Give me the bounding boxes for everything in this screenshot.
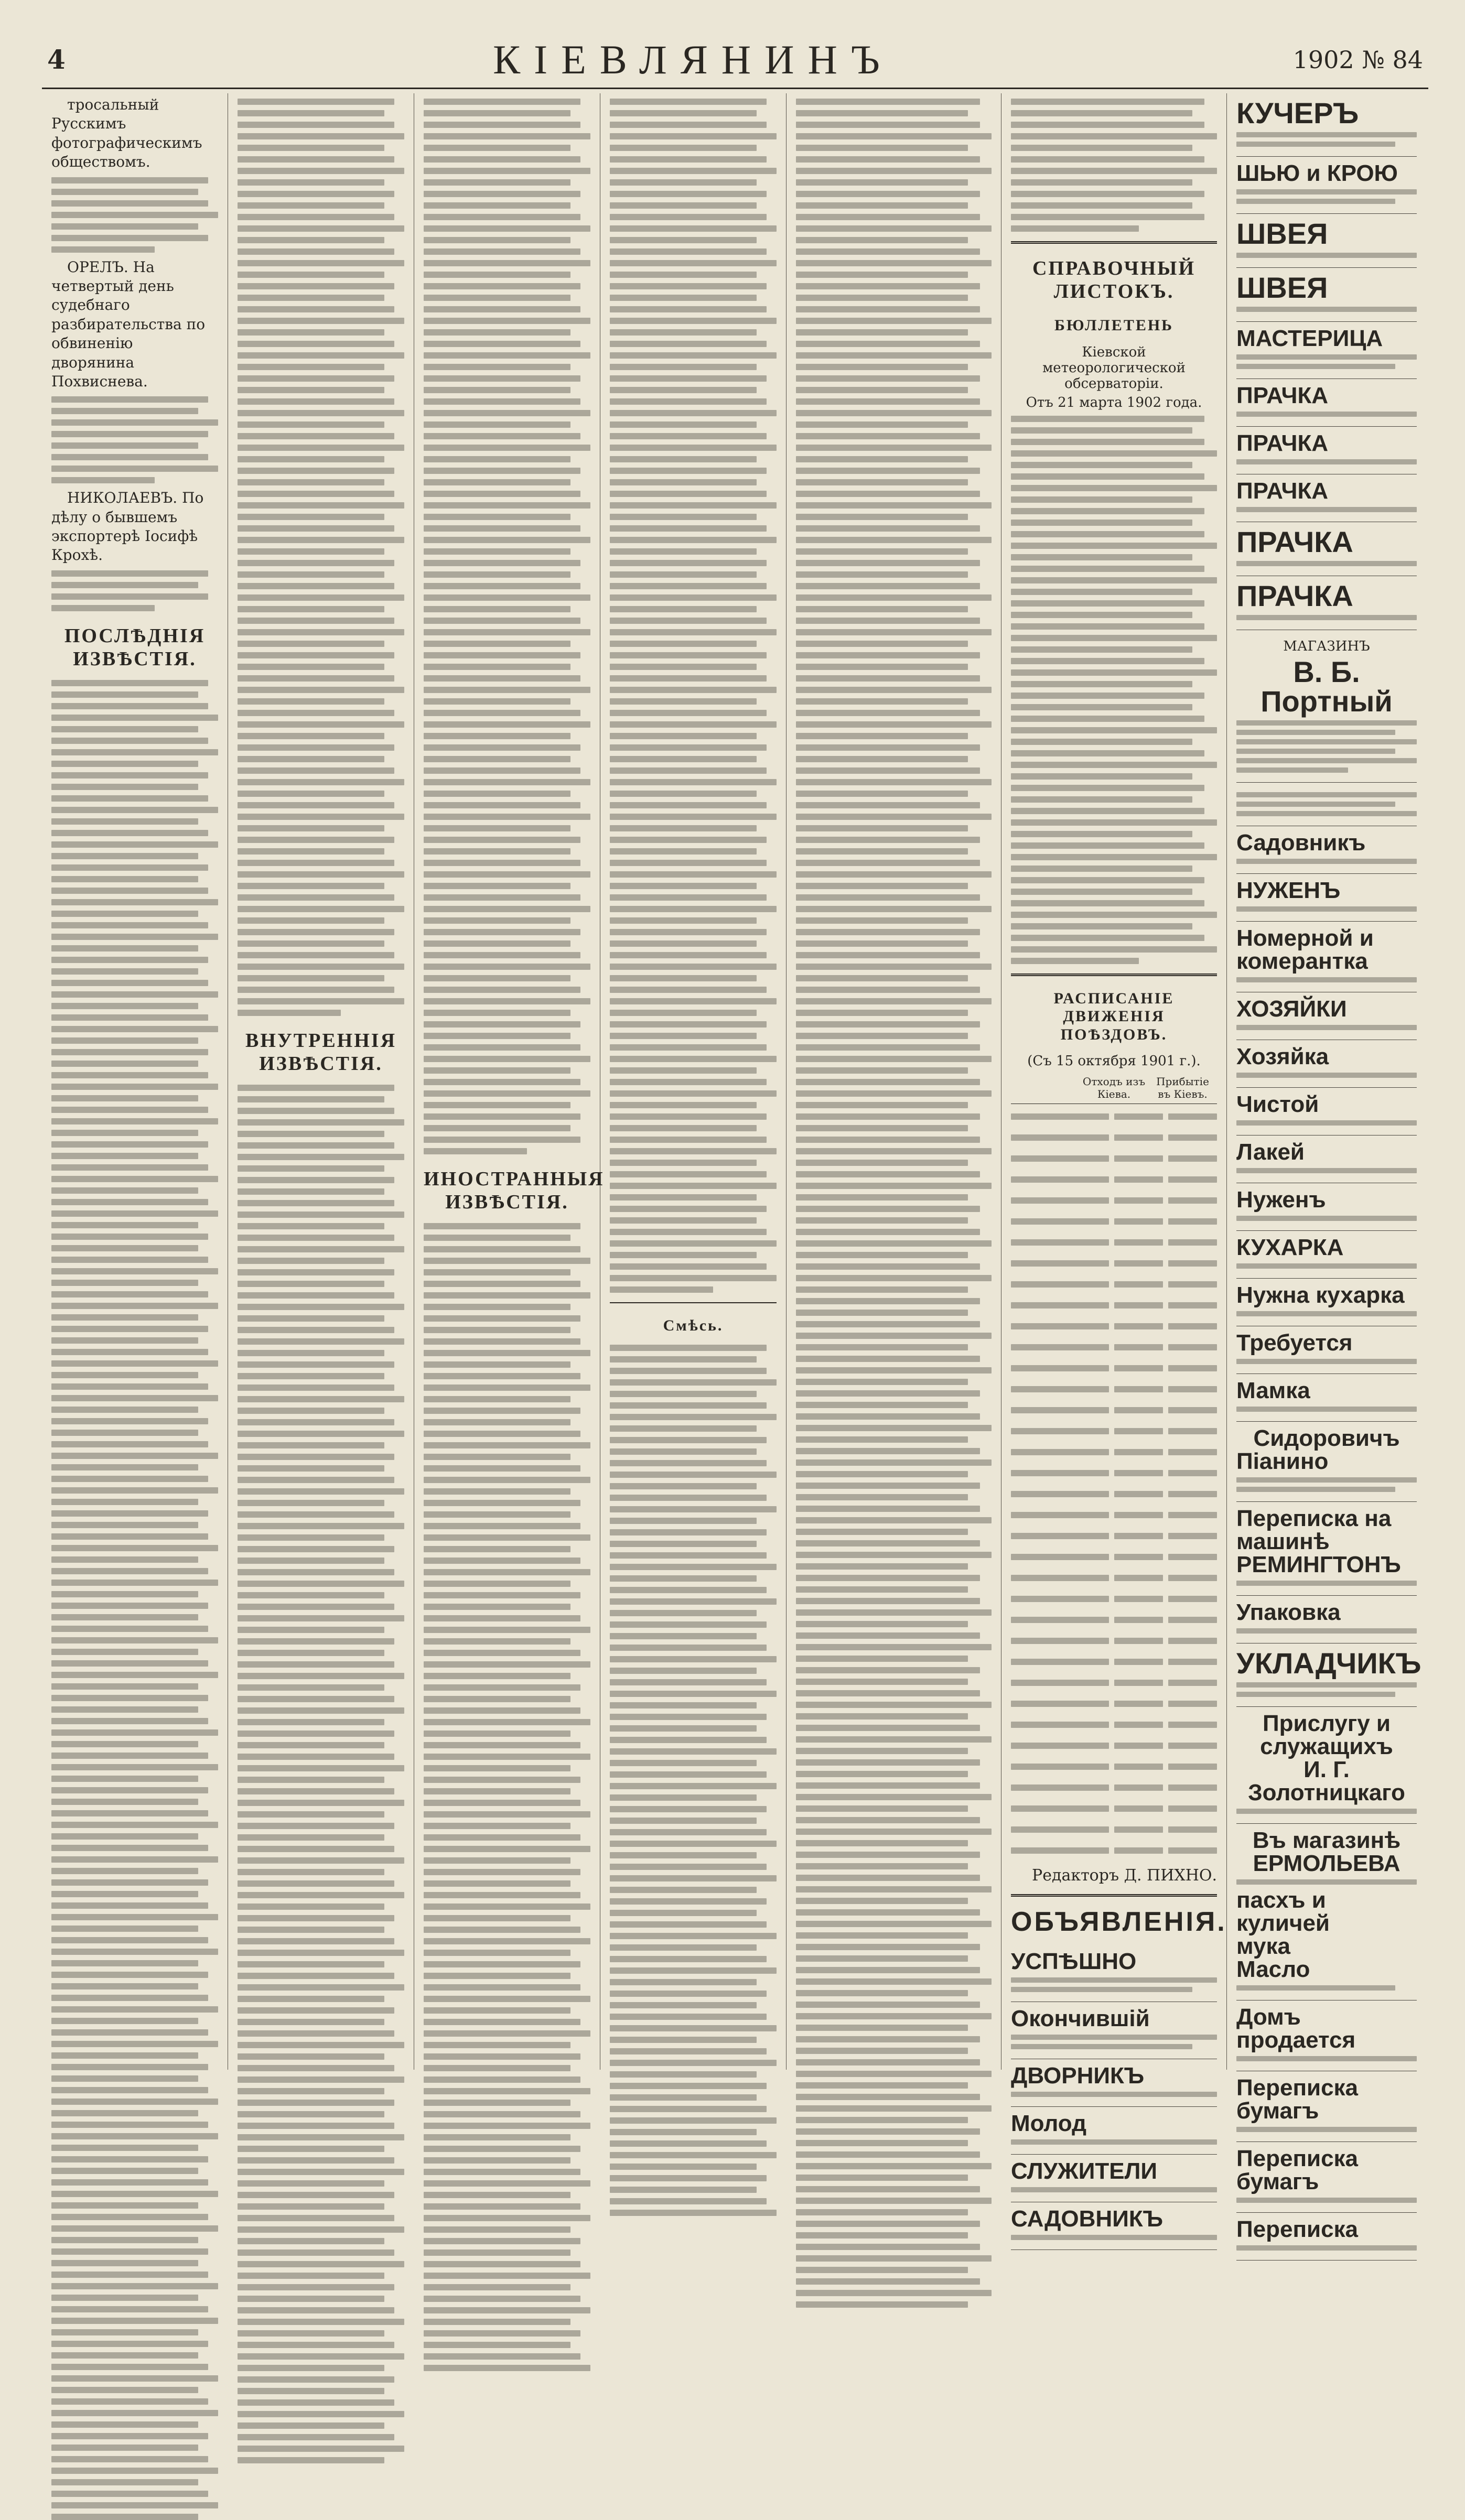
ad-block xyxy=(1236,783,1417,826)
ad-block xyxy=(1011,2202,1217,2250)
ad-block xyxy=(1236,379,1417,427)
ad-headline: ШВЕЯ xyxy=(1236,217,1328,250)
ad-block xyxy=(1236,2071,1417,2142)
column-7-ads xyxy=(1227,93,1426,2242)
ad-block xyxy=(1236,1326,1417,1374)
article-body xyxy=(51,177,218,253)
schedule-col-arrival: Прибытіе въ Кіевъ. xyxy=(1156,1075,1209,1101)
ad-headline: Въ магазинѣ ЕРМОЛЬЕВА xyxy=(1252,1827,1401,1876)
ad-headline: Лакей xyxy=(1236,1139,1305,1165)
ad-block xyxy=(1011,2107,1217,2155)
ad-headline: Сидоровичъ xyxy=(1253,1425,1400,1451)
ad-block xyxy=(1236,474,1417,522)
article-body xyxy=(51,570,218,611)
ad-headline: Требуется xyxy=(1236,1330,1353,1356)
table-row xyxy=(1011,1611,1217,1628)
table-row xyxy=(1011,1737,1217,1754)
section-heading-domestic: ВНУТРЕННІЯ ИЗВѢСТІЯ. xyxy=(245,1030,397,1075)
ad-block xyxy=(1236,1135,1417,1183)
ad-block xyxy=(1236,630,1417,783)
article-lead: ОРЕЛЪ. На четвертый день судебнаго разбирательства по обвиненію дворянина Похвиснева. xyxy=(51,258,206,390)
table-row xyxy=(1011,1632,1217,1649)
column-3 xyxy=(414,93,605,2070)
ad-headline: Нужна кухарка xyxy=(1236,1282,1405,1308)
ad-block xyxy=(1011,1945,1217,2002)
ad-block xyxy=(1236,1707,1417,1824)
table-row xyxy=(1011,1800,1217,1817)
table-row xyxy=(1011,1318,1217,1335)
ad-headline: Садовникъ xyxy=(1236,830,1366,856)
table-row xyxy=(1011,1842,1217,1859)
article-body xyxy=(796,99,992,2308)
ad-block xyxy=(1236,1040,1417,1088)
table-row xyxy=(1011,1591,1217,1607)
ad-headline: ПРАЧКА xyxy=(1236,430,1329,456)
article-body xyxy=(610,1345,777,2216)
table-row xyxy=(1011,1465,1217,1481)
ad-headline: Переписка xyxy=(1236,2216,1359,2242)
ad-headline: Чистой xyxy=(1236,1091,1319,1117)
article-body xyxy=(610,99,777,1293)
ad-headline: ПРАЧКА xyxy=(1236,579,1353,612)
article-lead: НИКОЛАЕВЪ. По дѣлу о бывшемъ экспортерѣ Іосифѣ Крохѣ. xyxy=(51,489,204,564)
ad-block xyxy=(1236,1596,1417,1643)
ad-block xyxy=(1236,992,1417,1040)
ad-block xyxy=(1236,1231,1417,1279)
rule xyxy=(1011,241,1217,244)
article-lead: тросальный Русскимъ фотографическимъ обществомъ. xyxy=(51,96,202,171)
table-row xyxy=(1011,1821,1217,1838)
ad-headline: ПРАЧКА xyxy=(1236,478,1329,504)
ad-headline: Прислугу и служащихъ xyxy=(1260,1711,1393,1759)
ad-headline: Мамка xyxy=(1236,1378,1310,1403)
ad-headline: ШЬЮ и КРОЮ xyxy=(1236,160,1398,186)
ad-block xyxy=(1236,2213,1417,2261)
ad-headline: Масло xyxy=(1236,1956,1310,1982)
ad-headline: Хозяйка xyxy=(1236,1044,1329,1069)
page-number: 4 xyxy=(47,44,66,75)
schedule-col-route xyxy=(1011,1075,1080,1100)
ad-headline: пасхъ и куличей xyxy=(1236,1887,1330,1936)
table-row xyxy=(1011,1360,1217,1377)
ad-block xyxy=(1236,1824,1417,2000)
masthead xyxy=(42,31,1428,89)
ad-headline: НУЖЕНЪ xyxy=(1236,878,1341,903)
ad-block xyxy=(1011,2059,1217,2107)
ad-headline: И. Г. Золотницкаго xyxy=(1248,1757,1405,1805)
ad-headline: УКЛАДЧИКЪ xyxy=(1236,1647,1421,1680)
ad-block xyxy=(1011,2002,1217,2059)
ad-headline: ШВЕЯ xyxy=(1236,271,1328,304)
ad-block xyxy=(1236,576,1417,630)
ad-headline: МАСТЕРИЦА xyxy=(1236,326,1383,351)
ad-block xyxy=(1236,1502,1417,1596)
ad-block xyxy=(1236,1088,1417,1135)
ad-block xyxy=(1236,427,1417,474)
table-row xyxy=(1011,1150,1217,1167)
ad-block xyxy=(1236,1279,1417,1326)
column-2 xyxy=(228,93,414,2070)
article-body xyxy=(51,680,218,2520)
ad-headline: мука xyxy=(1236,1933,1290,1959)
ad-headline: ПРАЧКА xyxy=(1236,383,1329,408)
article-body xyxy=(424,99,590,1154)
ad-headline: САДОВНИКЪ xyxy=(1011,2206,1163,2232)
schedule-table xyxy=(1011,1108,1217,1859)
ad-block xyxy=(1236,2000,1417,2071)
ad-shop-label: МАГАЗИНЪ xyxy=(1283,639,1370,654)
column-4 xyxy=(600,93,787,2070)
table-row xyxy=(1011,1339,1217,1356)
section-heading-foreign: ИНОСТРАННЫЯ ИЗВѢСТІЯ. xyxy=(424,1168,605,1213)
table-row xyxy=(1011,1653,1217,1670)
table-row xyxy=(1011,1695,1217,1712)
column-1 xyxy=(42,93,228,2070)
article-body xyxy=(424,1223,590,2371)
table-row xyxy=(1011,1255,1217,1272)
ad-headline: Окончившій xyxy=(1011,2006,1150,2032)
article-body xyxy=(238,1085,404,2463)
ad-headline: Домъ продается xyxy=(1236,2004,1356,2053)
article-body xyxy=(1011,99,1217,232)
observatory-name: Кіевской метеорологической обсерваторіи. xyxy=(1042,344,1186,392)
ad-block xyxy=(1236,874,1417,922)
section-heading-latest: ПОСЛѢДНІЯ ИЗВѢСТІЯ. xyxy=(64,624,206,670)
ad-headline: Переписка бумагъ xyxy=(1236,2146,1359,2194)
table-row xyxy=(1011,1758,1217,1775)
ad-headline: ХОЗЯЙКИ xyxy=(1236,996,1347,1022)
table-row xyxy=(1011,1171,1217,1188)
table-row xyxy=(1011,1297,1217,1314)
ad-block xyxy=(1236,268,1417,322)
table-row xyxy=(1011,1674,1217,1691)
table-row xyxy=(1011,1276,1217,1293)
ad-headline: Переписка на машинѣ РЕМИНГТОНЪ xyxy=(1236,1506,1401,1577)
table-row xyxy=(1011,1402,1217,1419)
table-row xyxy=(1011,1486,1217,1502)
columns xyxy=(42,93,1428,2242)
ad-headline: ДВОРНИКЪ xyxy=(1011,2063,1145,2089)
table-row xyxy=(1011,1108,1217,1125)
schedule-date: (Съ 15 октября 1901 г.). xyxy=(1027,1053,1201,1069)
ad-block xyxy=(1236,1643,1421,1707)
ad-block xyxy=(1236,93,1417,157)
ad-headline: СЛУЖИТЕЛИ xyxy=(1011,2158,1158,2184)
table-row xyxy=(1011,1423,1217,1440)
ad-headline: КУХАРКА xyxy=(1236,1235,1344,1260)
rule xyxy=(610,1302,777,1303)
schedule-header xyxy=(1011,1072,1217,1104)
ad-block xyxy=(1236,157,1417,214)
schedule-title: РАСПИСАНІЕ ДВИЖЕНІЯ ПОѢЗДОВЪ. xyxy=(1053,989,1175,1043)
issue-number: 1902 № 84 xyxy=(1292,45,1423,74)
article-body xyxy=(238,99,404,1016)
newspaper-title: КІЕВЛЯНИНЪ xyxy=(493,36,893,82)
ad-headline: Переписка бумагъ xyxy=(1236,2075,1359,2124)
table-row xyxy=(1011,1213,1217,1230)
rule xyxy=(1011,974,1217,976)
table-row xyxy=(1011,1381,1217,1398)
ad-block xyxy=(1236,2142,1417,2213)
ad-headline: ПРАЧКА xyxy=(1236,525,1353,558)
bulletin-title: БЮЛЛЕТЕНЬ xyxy=(1054,317,1174,334)
ad-headline: КУЧЕРЪ xyxy=(1236,96,1359,129)
ad-block xyxy=(1236,1374,1417,1422)
ad-block xyxy=(1011,2155,1217,2202)
rule xyxy=(1011,1894,1217,1897)
ad-headline: Упаковка xyxy=(1236,1599,1341,1625)
column-5 xyxy=(787,93,1001,2070)
table-row xyxy=(1011,1570,1217,1586)
announcements-heading: ОБЪЯВЛЕНІЯ. xyxy=(1011,1907,1227,1938)
ad-headline: Номерной и комерантка xyxy=(1236,925,1374,974)
observatory-date: Отъ 21 марта 1902 года. xyxy=(1026,394,1202,410)
editor-line: Редакторъ Д. ПИХНО. xyxy=(1032,1866,1217,1885)
ad-block xyxy=(1236,322,1417,379)
schedule-col-departure: Отходъ изъ Кіева. xyxy=(1082,1075,1146,1101)
ad-headline: УСПѢШНО xyxy=(1011,1949,1137,1975)
ad-block xyxy=(1236,826,1417,874)
column-6 xyxy=(1001,93,1227,2232)
ad-block xyxy=(1236,214,1417,268)
ad-block xyxy=(1236,1422,1417,1502)
table-row xyxy=(1011,1192,1217,1209)
table-row xyxy=(1011,1234,1217,1251)
ad-headline: Піанино xyxy=(1236,1448,1329,1474)
table-row xyxy=(1011,1129,1217,1146)
ad-block xyxy=(1236,922,1417,992)
table-row xyxy=(1011,1444,1217,1461)
section-heading-reference: СПРАВОЧНЫЙ ЛИСТОКЪ. xyxy=(1032,257,1196,302)
table-row xyxy=(1011,1528,1217,1544)
article-body xyxy=(51,396,218,483)
ad-block xyxy=(1236,522,1417,576)
ad-headline: Нуженъ xyxy=(1236,1187,1326,1213)
table-row xyxy=(1011,1507,1217,1523)
table-row xyxy=(1011,1549,1217,1565)
section-heading-mix: Смѣсь. xyxy=(663,1317,724,1334)
weather-bulletin-table xyxy=(1011,416,1217,964)
ad-headline: В. Б. Портный xyxy=(1261,655,1393,718)
ad-headline: Молод xyxy=(1011,2111,1087,2137)
ad-block xyxy=(1236,1183,1417,1231)
table-row xyxy=(1011,1779,1217,1796)
table-row xyxy=(1011,1716,1217,1733)
